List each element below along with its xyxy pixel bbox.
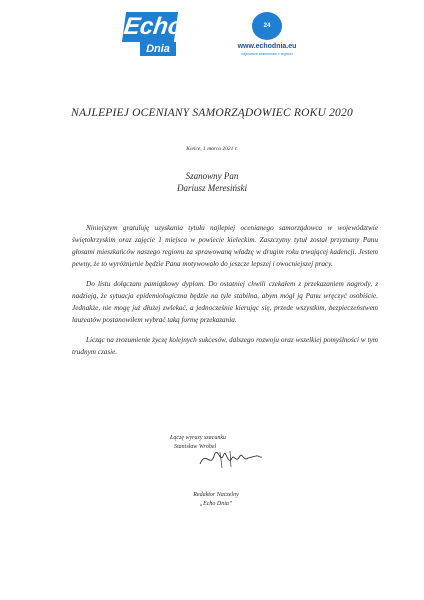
role-line-2: „Echo Dnia” <box>199 501 233 507</box>
echodnia-site-logo <box>232 12 302 58</box>
salutation <box>0 170 424 194</box>
salutation-line-1: Szanowny Pan <box>185 171 239 181</box>
closing-regards: Łączę wyrazy szacunku <box>170 435 226 441</box>
signatory-role <box>176 491 256 509</box>
closing-name: Stanisław Wróbel <box>174 444 217 450</box>
logo-site-url: www.echodnia.eu <box>237 43 297 50</box>
body-paragraph: Licząc na zrozumienie życzę kolejnych sukcesów, dalszego rozwoju oraz wszelkiej pomyślności w tym trudnym czasie. <box>72 336 378 356</box>
logo-echo-word: Echo <box>122 13 185 40</box>
role-line-1: Redaktor Naczelny <box>193 492 239 498</box>
letter-title: NAJLEPIEJ OCENIANY SAMORZĄDOWIEC ROKU 2020 <box>71 107 353 119</box>
letter-body <box>72 222 378 366</box>
logo-site-tagline: najnowsze wiadomości z regionu <box>241 52 293 56</box>
salutation-line-2: Dariusz Meresiński <box>177 183 247 193</box>
logo-24-badge: 24 <box>252 12 282 40</box>
echo-dnia-logo <box>122 12 185 58</box>
handwritten-signature <box>196 446 266 472</box>
logo-echo-sub: Dnia <box>140 42 176 56</box>
body-paragraph: Niniejszym gratuluję uzyskania tytułu najlepiej ocenianego samorządowca w województwie świętokrzyskim oraz zajęcie 1 miejsca w powiecie kieleckim. Zaszczytny tytuł został przyznany Panu głosami mieszkańców naszego regionu za sprawowaną władzę w drugim roku trwającej kadencji. Jestem pewny, że to wyróżnienie będzie Pana motywowało do jeszcze lepszej i owocniejszej pracy. <box>72 224 378 268</box>
body-paragraph: Do listu dołączam pamiątkowy dyplom. Do ostatniej chwili czekałem z przekazaniem nagrody, z nadzieją, że sytuacja epidemiologiczna będzie na tyle stabilna, abym mógł ją Panu wręczyć osobiście. Jednakże, nie mogę już dłużej zwlekać, a jednocześnie kierując się, przede wszystkim, bezpieczeństwem laureatów postanowiłem wybrać taką formę przekazania. <box>72 280 378 324</box>
letter-date: Kielce, 1 marca 2021 r. <box>186 146 238 152</box>
